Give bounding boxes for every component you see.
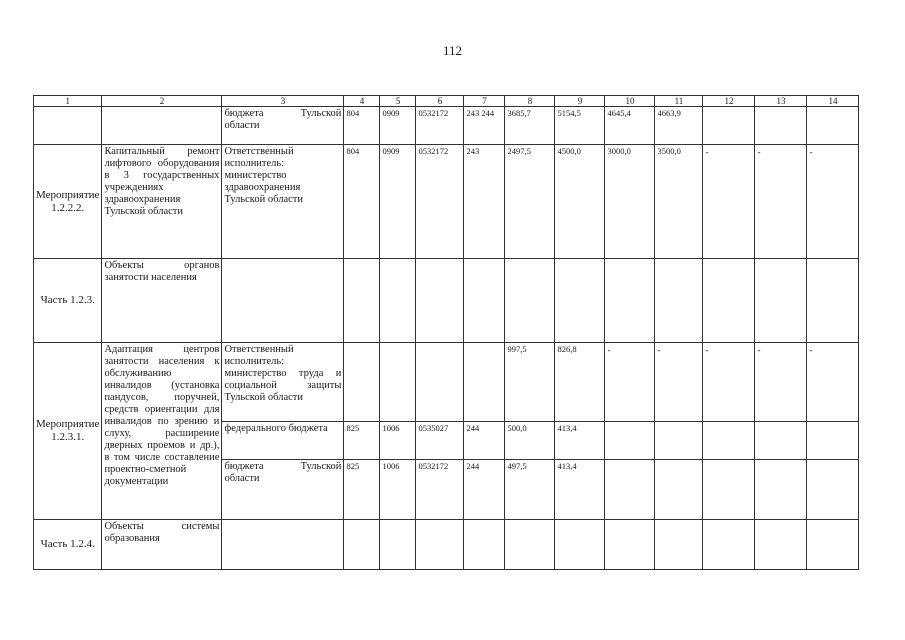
table-row [34,259,859,343]
cell-empty [380,343,416,422]
cell-empty [555,259,605,343]
cell-value: 4645,4 [605,107,655,145]
col-header: 7 [464,96,505,107]
cell-value: 500,0 [505,422,555,460]
cell-description: Объекты системы образования [102,520,222,570]
cell-empty [464,343,505,422]
cell-empty [605,520,655,570]
cell-dash: - [605,343,655,422]
cell-empty [655,520,703,570]
col-header: 3 [222,96,344,107]
cell-value: 3685,7 [505,107,555,145]
cell-empty [344,343,380,422]
cell-empty [344,520,380,570]
cell-empty [807,107,859,145]
col-header: 6 [416,96,464,107]
col-header: 11 [655,96,703,107]
cell-code: 0532172 [416,107,464,145]
cell-description: Объекты органов занятости населения [102,259,222,343]
col-header: 2 [102,96,222,107]
cell-value: 3500,0 [655,145,703,259]
cell-code: 1006 [380,460,416,520]
cell-value: 2497,5 [505,145,555,259]
cell-value: 997,5 [505,343,555,422]
cell-empty [807,422,859,460]
table-row [34,145,859,259]
col-header: 8 [505,96,555,107]
cell-empty [464,259,505,343]
cell-empty [344,259,380,343]
header-row [34,96,859,107]
cell-code: 0535027 [416,422,464,460]
cell-code: 1006 [380,422,416,460]
cell-empty [505,520,555,570]
cell-dash: - [807,145,859,259]
cell-empty [605,460,655,520]
cell-value: 3000,0 [605,145,655,259]
cell-code: 244 [464,460,505,520]
cell-dash: - [703,343,755,422]
cell-empty [655,422,703,460]
cell-empty [807,259,859,343]
cell-code: 244 [464,422,505,460]
cell-code: 0909 [380,107,416,145]
cell-empty [703,259,755,343]
cell-empty [703,422,755,460]
page-number: 112 [442,43,463,58]
cell-code: 0909 [380,145,416,259]
cell-empty [416,520,464,570]
cell-value: 4500,0 [555,145,605,259]
cell-empty [755,460,807,520]
cell-code: 825 [344,422,380,460]
cell-dash: - [807,343,859,422]
cell-code: 804 [344,145,380,259]
cell-description: Адаптация центров занятости населения к обслуживанию инвалидов (установка пандусов, поручней, средств ориентации для инвалидов по зрению и слуху, расширение дверных проемов и др.), в том числе составление проектно-сметной документации [102,343,222,520]
cell-item-label: Часть 1.2.4. [34,520,102,570]
cell-empty [102,107,222,145]
cell-funding-source: федерального бюджета [222,422,344,460]
col-header: 14 [807,96,859,107]
cell-value: 413,4 [555,460,605,520]
col-header: 12 [703,96,755,107]
cell-value: 5154,5 [555,107,605,145]
cell-empty [605,422,655,460]
cell-code: 825 [344,460,380,520]
cell-empty [380,520,416,570]
cell-empty [464,520,505,570]
cell-empty [416,259,464,343]
cell-dash: - [703,145,755,259]
budget-table [33,95,859,570]
cell-code: 243 244 [464,107,505,145]
cell-empty [380,259,416,343]
cell-item-label: Часть 1.2.3. [34,259,102,343]
col-header: 1 [34,96,102,107]
cell-executor: Ответственный исполнитель: министерство труда и социальной защиты Тульской области [222,343,344,422]
cell-empty [703,520,755,570]
cell-empty [505,259,555,343]
cell-code: 0532172 [416,145,464,259]
cell-empty [755,259,807,343]
cell-empty [703,107,755,145]
cell-empty [222,520,344,570]
cell-empty [416,343,464,422]
table-row [34,343,859,422]
cell-executor: Ответственный исполнитель: министерство здравоохранения Тульской области [222,145,344,259]
cell-value: 413,4 [555,422,605,460]
cell-value: 497,5 [505,460,555,520]
col-header: 9 [555,96,605,107]
cell-funding-source: бюджета Тульской области [222,107,344,145]
cell-empty [755,520,807,570]
cell-item-label: Мероприятие 1.2.3.1. [34,343,102,520]
cell-item-label: Мероприятие 1.2.2.2. [34,145,102,259]
cell-dash: - [655,343,703,422]
cell-code: 243 [464,145,505,259]
cell-empty [655,460,703,520]
cell-value: 826,8 [555,343,605,422]
cell-funding-source: бюджета Тульской области [222,460,344,520]
cell-empty [755,422,807,460]
cell-empty [555,520,605,570]
cell-empty [605,259,655,343]
cell-dash: - [755,343,807,422]
col-header: 5 [380,96,416,107]
table-row [34,107,859,145]
cell-empty [703,460,755,520]
cell-empty [222,259,344,343]
cell-empty [34,107,102,145]
cell-empty [807,520,859,570]
cell-code: 804 [344,107,380,145]
cell-value: 4663,9 [655,107,703,145]
col-header: 13 [755,96,807,107]
cell-empty [655,259,703,343]
col-header: 4 [344,96,380,107]
cell-dash: - [755,145,807,259]
cell-code: 0532172 [416,460,464,520]
cell-empty [755,107,807,145]
cell-description: Капитальный ремонт лифтового оборудования в 3 государственных учреждениях здравоохранения Тульской области [102,145,222,259]
col-header: 10 [605,96,655,107]
cell-empty [807,460,859,520]
table-row [34,520,859,570]
